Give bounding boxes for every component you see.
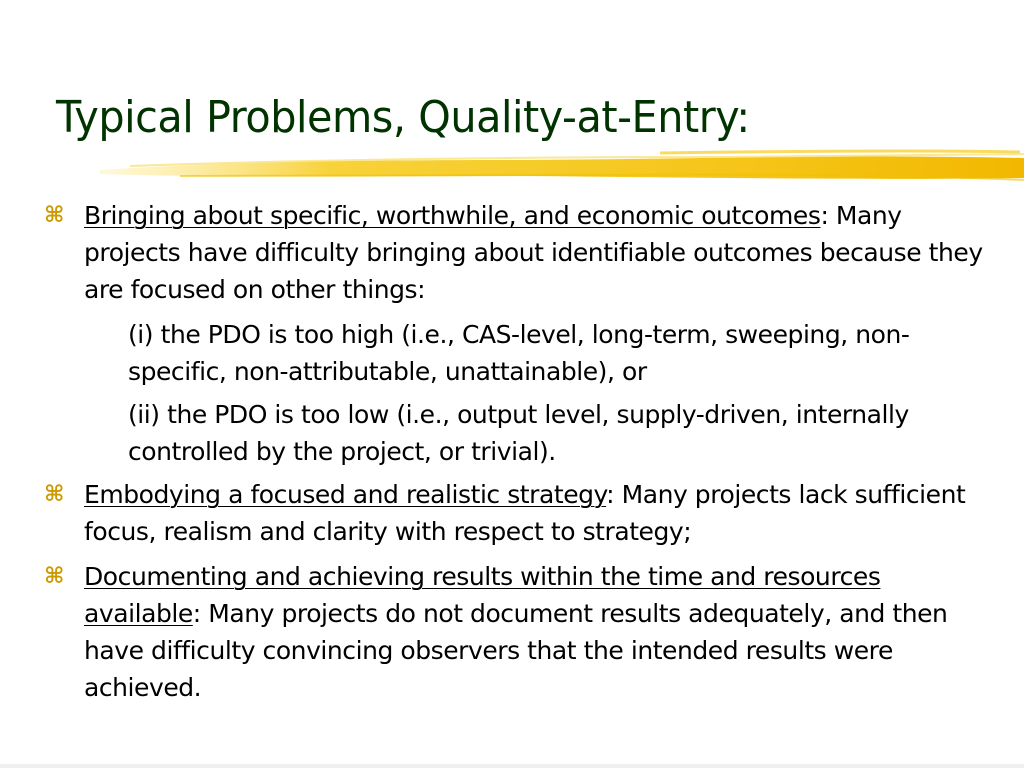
sub-item: (i) the PDO is too high (i.e., CAS-level, long-term, sweeping, non-specific, non-attributable, unattainable), or: [128, 320, 910, 386]
bullet-heading: Documenting and achieving results within the time and resources available: [84, 562, 881, 628]
bullet-separator: :: [192, 599, 201, 628]
bullet-item: [44, 197, 984, 308]
bullet-text: Many projects have difficulty bringing about identifiable outcomes because they are focused on other things:: [84, 201, 983, 304]
command-key-icon: ⌘: [44, 564, 64, 589]
bullet-text: Many projects lack sufficient focus, realism and clarity with respect to strategy;: [84, 480, 966, 546]
slide-title: Typical Problems, Quality-at-Entry:: [56, 92, 750, 143]
slide-body: [44, 197, 984, 714]
command-key-icon: ⌘: [44, 203, 64, 228]
bullet-separator: :: [820, 201, 829, 230]
bullet-item: [44, 476, 984, 550]
bullet-heading: Embodying a focused and realistic strategy: [84, 480, 607, 509]
bullet-text: Many projects do not document results adequately, and then have difficulty convincing observers that the intended results were achieved.: [84, 599, 948, 702]
bullet-heading: Bringing about specific, worthwhile, and economic outcomes: [84, 201, 821, 230]
bullet-separator: :: [606, 480, 615, 509]
sub-item: (ii) the PDO is too low (i.e., output level, supply-driven, internally controlled by the project, or trivial).: [128, 400, 909, 466]
command-key-icon: ⌘: [44, 482, 64, 507]
bullet-item: [44, 558, 984, 706]
title-brush-underline: [100, 148, 1024, 188]
bottom-rule: [0, 764, 1024, 768]
